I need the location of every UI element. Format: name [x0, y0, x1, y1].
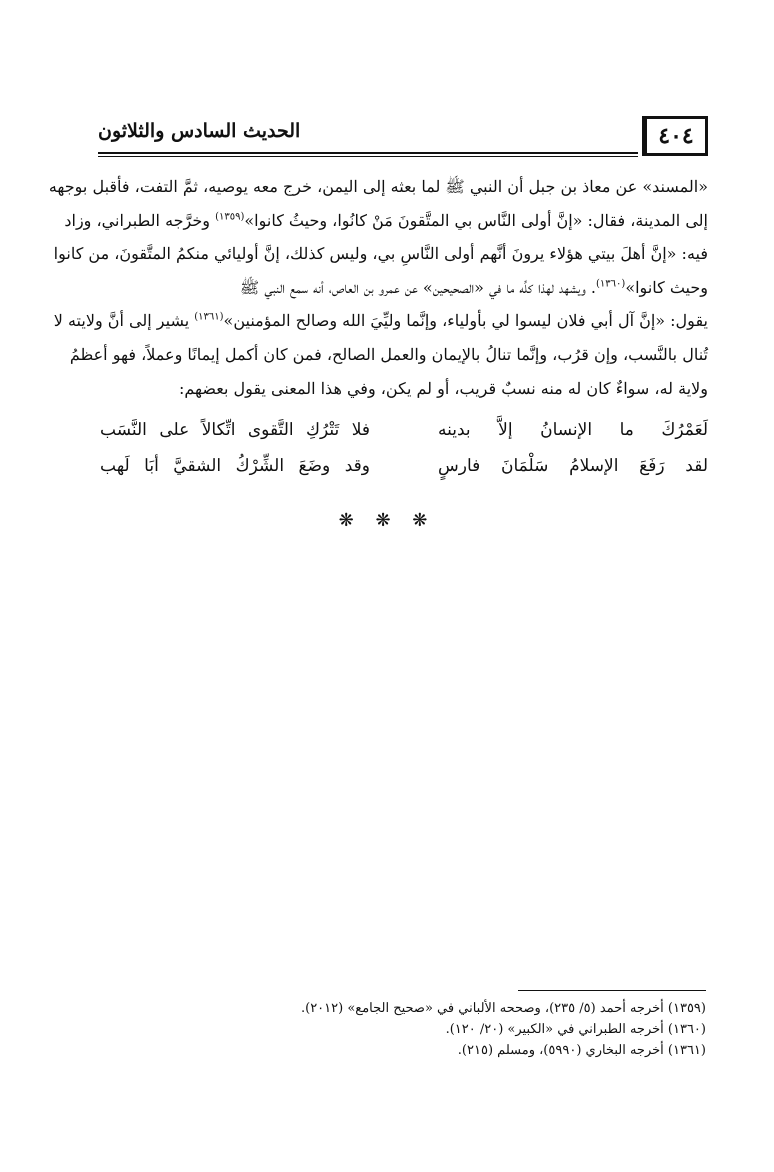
text-line: تُنال بالنَّسب، وإن قرُب، وإنَّما تنالُ بالإيمان والعمل الصالح، فمن كان أكمل إيمانًا وعملاً، فهو أعظمُ: [69, 344, 708, 364]
verse-first-half: لَعَمْرُكَ ما الإنسانُ إلاَّ بدينه: [438, 420, 708, 440]
verse-second-half: وقد وضَعَ الشِّرْكُ الشقيَّ أبَا لَهب: [100, 456, 370, 476]
footnote: (١٣٦٠) أخرجه الطبراني في «الكبير» (٢٠/ ١٢٠).: [445, 1022, 706, 1037]
text-line: ولاية له، سواءٌ كان له منه نسبٌ قريب، أو لم يكن، وفي هذا المعنى يقول بعضهم:: [178, 378, 708, 398]
footnote: (١٣٥٩) أخرجه أحمد (٥/ ٢٣٥)، وصححه الألباني في «صحيح الجامع» (٢٠١٢).: [300, 1001, 706, 1016]
section-separator: ❋ ❋ ❋: [338, 510, 436, 531]
running-title: الحديث السادس والثلاثون: [98, 120, 301, 142]
footnote-ref: (١٣٥٩): [215, 211, 245, 223]
footnote-ref: (١٣٦٠): [596, 278, 626, 290]
verse-first-half: لقد رَفَعَ الإسلامُ سَلْمَانَ فارسٍ: [438, 456, 708, 476]
footnote-rule: [518, 990, 706, 991]
poem-verse: [100, 448, 708, 484]
footnote-ref: (١٣٦١): [194, 312, 224, 324]
text-line: إلى المدينة، فقال: «إنَّ أولى النَّاس بي المتَّقونَ مَنْ كانُوا، وحيثُ كانوا»$^{(١٣٥٩)}$ وخرَّجه الطبراني، وزاد: [64, 210, 708, 230]
header-rule: [98, 152, 638, 154]
footnote: (١٣٦١) أخرجه البخاري (٥٩٩٠)، ومسلم (٢١٥).: [457, 1043, 706, 1058]
header-rule-thin: [98, 156, 638, 157]
page-header: [98, 112, 708, 160]
text-line: يقول: «إنَّ آل أبي فلان ليسوا لي بأولياء، وإنَّما وليِّيَ الله وصالح المؤمنين»$^{(١٣٦١)}$ يشير إلى أنَّ ولايته لا: [53, 311, 708, 331]
main-text: [48, 170, 708, 405]
text-line: وحيث كانوا»$^{(١٣٦٠)}$. ويشهد لهذا كلِّه ما في «الصحيحين» عن عمرو بن العاص، أنه سمع النبي ﷺ: [239, 277, 708, 297]
text-line: فيه: «إنَّ أهلَ بيتي هؤلاء يرونَ أنَّهم أولى النَّاسِ بي، وليس كذلك، إنَّ أوليائي منكمُ المتَّقونَ، من كانوا: [53, 244, 708, 264]
text-line: «المسند» عن معاذ بن جبل أن النبي ﷺ لما بعثه إلى اليمن، خرج معه يوصيه، ثمَّ التفت، فأقبل بوجهه: [48, 177, 708, 196]
poem-verse: [100, 412, 708, 448]
page-number: ٤٠٤: [642, 116, 708, 156]
verse-second-half: فلا تَتْرُكِ التَّقوى اتِّكالاً على النَّسَب: [100, 420, 370, 440]
poem: [100, 412, 708, 484]
footnotes: [150, 998, 706, 1061]
